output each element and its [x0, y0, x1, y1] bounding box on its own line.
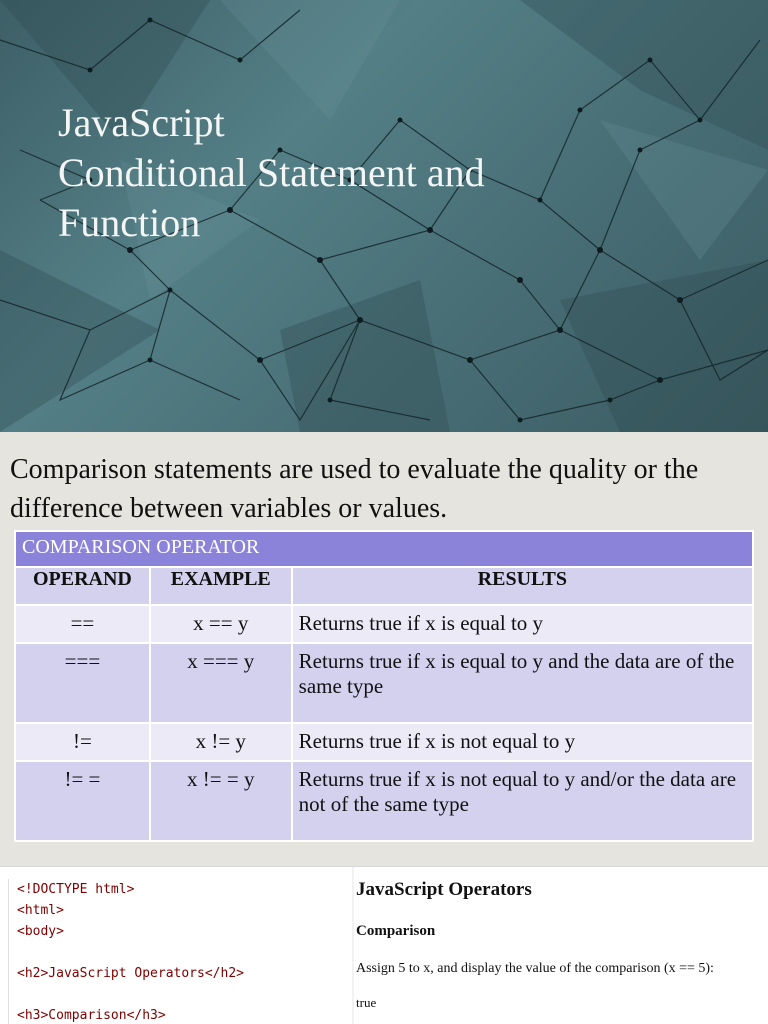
result-cell: Returns true if x is equal to y: [292, 605, 753, 643]
operand-cell: ==: [15, 605, 150, 643]
code-line: <h3>Comparison</h3>: [17, 1008, 166, 1023]
example-cell: x == y: [150, 605, 292, 643]
title-line-2: Conditional Statement and: [58, 150, 485, 195]
header-example: EXAMPLE: [150, 567, 292, 605]
title-line-1: JavaScript: [58, 100, 225, 145]
table-row: [15, 761, 753, 841]
example-cell: x === y: [150, 643, 292, 723]
header-results: RESULTS: [292, 567, 753, 605]
code-editor-panel: [8, 879, 348, 1024]
code-line: <!DOCTYPE html>: [17, 882, 135, 897]
operand-cell: != =: [15, 761, 150, 841]
code-line: <html>: [17, 903, 64, 918]
comparison-operator-table: [14, 530, 754, 842]
code-line: <h2>JavaScript Operators</h2>: [17, 966, 244, 981]
code-example-strip: [0, 866, 768, 1024]
header-operand: OPERAND: [15, 567, 150, 605]
output-result: true: [356, 995, 377, 1010]
code-line: [17, 942, 348, 963]
panel-divider: [352, 867, 354, 1024]
title-banner: [0, 0, 768, 432]
table-row: [15, 723, 753, 761]
table-row: [15, 605, 753, 643]
title-line-3: Function: [58, 200, 201, 245]
table-row: [15, 643, 753, 723]
result-cell: Returns true if x is not equal to y and/or the data are not of the same type: [292, 761, 753, 841]
rendered-output-panel: [356, 875, 766, 1024]
code-line: [17, 984, 348, 1005]
output-subheading: Comparison: [356, 923, 436, 939]
slide-title: [58, 98, 485, 248]
output-paragraph: Assign 5 to x, and display the value of the comparison (x == 5):: [356, 961, 714, 976]
table-caption-row: [15, 531, 753, 567]
operand-cell: !=: [15, 723, 150, 761]
table-header-row: [15, 567, 753, 605]
table-caption: COMPARISON OPERATOR: [15, 531, 753, 567]
output-heading: JavaScript Operators: [356, 879, 532, 900]
result-cell: Returns true if x is not equal to y: [292, 723, 753, 761]
example-cell: x != = y: [150, 761, 292, 841]
code-line: <body>: [17, 924, 64, 939]
example-cell: x != y: [150, 723, 292, 761]
intro-paragraph: Comparison statements are used to evaluate the quality or the difference between variables or values.: [10, 454, 699, 524]
result-cell: Returns true if x is equal to y and the data are of the same type: [292, 643, 753, 723]
operand-cell: ===: [15, 643, 150, 723]
